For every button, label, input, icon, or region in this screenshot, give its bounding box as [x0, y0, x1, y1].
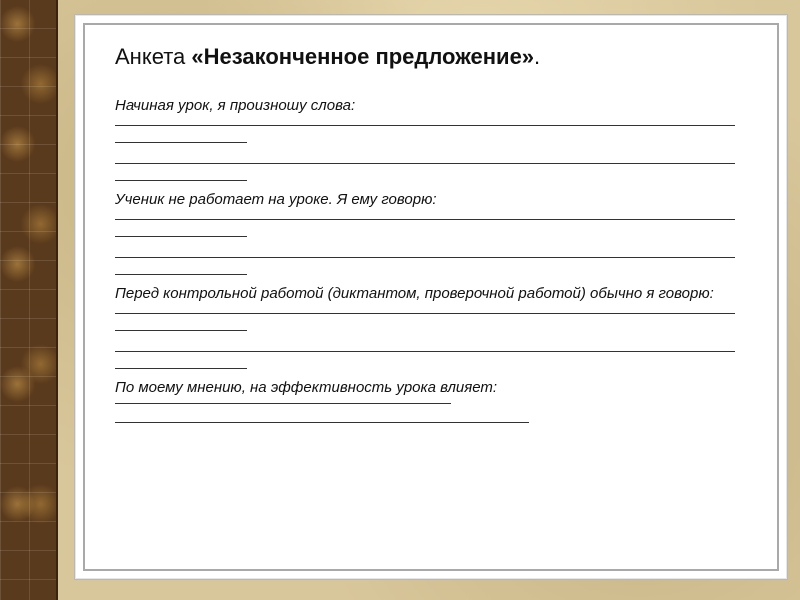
title-bold: «Незаконченное предложение» — [191, 44, 535, 69]
answer-field-1b[interactable] — [115, 163, 740, 183]
answer-field-1a[interactable] — [115, 125, 740, 145]
title-suffix: . — [534, 44, 541, 69]
questionnaire — [115, 43, 740, 423]
answer-field-2a[interactable] — [115, 219, 740, 239]
slide-card — [74, 14, 788, 580]
question-3: Перед контрольной работой (диктантом, проверочной работой) обычно я говорю: — [115, 285, 714, 302]
answer-field-4a[interactable] — [115, 403, 451, 404]
question-4: По моему мнению, на эффективность урока влияет: — [115, 379, 498, 396]
title-prefix: Анкета — [115, 44, 192, 69]
question-2: Ученик не работает на уроке. Я ему говорю: — [115, 191, 437, 208]
question-1: Начиная урок, я произношу слова: — [115, 97, 356, 114]
decorative-side-strip — [0, 0, 58, 600]
answer-field-3b[interactable] — [115, 351, 740, 371]
page-title — [115, 43, 740, 71]
answer-field-2b[interactable] — [115, 257, 740, 277]
answer-field-4b[interactable] — [115, 422, 529, 423]
answer-field-3a[interactable] — [115, 313, 740, 333]
